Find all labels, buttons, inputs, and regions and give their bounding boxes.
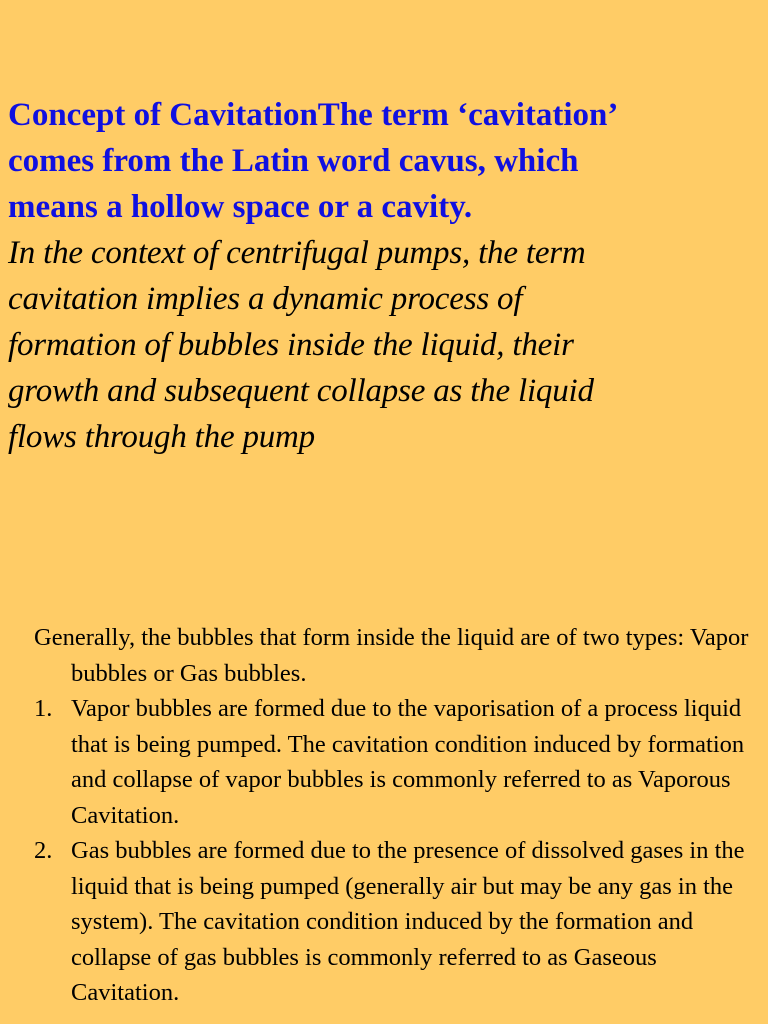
- intro-line-2: cavitation implies a dynamic process of: [8, 281, 523, 317]
- intro-line-1: In the context of centrifugal pumps, the term: [8, 235, 586, 271]
- heading-line-1: Concept of CavitationThe term ‘cavitation’: [8, 97, 619, 133]
- slide-top-section: [8, 92, 760, 460]
- intro-line-3: formation of bubbles inside the liquid, their: [8, 327, 574, 363]
- list-item: [34, 691, 764, 833]
- heading-line-2: comes from the Latin word cavus, which: [8, 143, 579, 179]
- list-item: [34, 833, 764, 1011]
- slide-heading: [8, 92, 760, 230]
- list-item-number: 2.: [34, 837, 53, 864]
- list-item-number: 1.: [34, 695, 53, 722]
- intro-line-5: flows through the pump: [8, 419, 315, 455]
- heading-line-3: means a hollow space or a cavity.: [8, 189, 473, 225]
- intro-line-4: growth and subsequent collapse as the liquid: [8, 373, 594, 409]
- list-item-text: Vapor bubbles are formed due to the vaporisation of a process liquid that is being pumped. The cavitation condition induced by formation and collapse of vapor bubbles is commonly referred to as Vaporous Cavitation.: [71, 695, 745, 829]
- body-lead-paragraph: Generally, the bubbles that form inside the liquid are of two types: Vapor bubbles or Gas bubbles.: [34, 624, 749, 687]
- list-item-text: Gas bubbles are formed due to the presence of dissolved gases in the liquid that is being pumped (generally air but may be any gas in the system). The cavitation condition induced by the formation and collapse of gas bubbles is commonly referred to as Gaseous Cavitation.: [71, 837, 745, 1006]
- slide-body-section: [34, 620, 764, 1011]
- intro-paragraph: [8, 230, 760, 460]
